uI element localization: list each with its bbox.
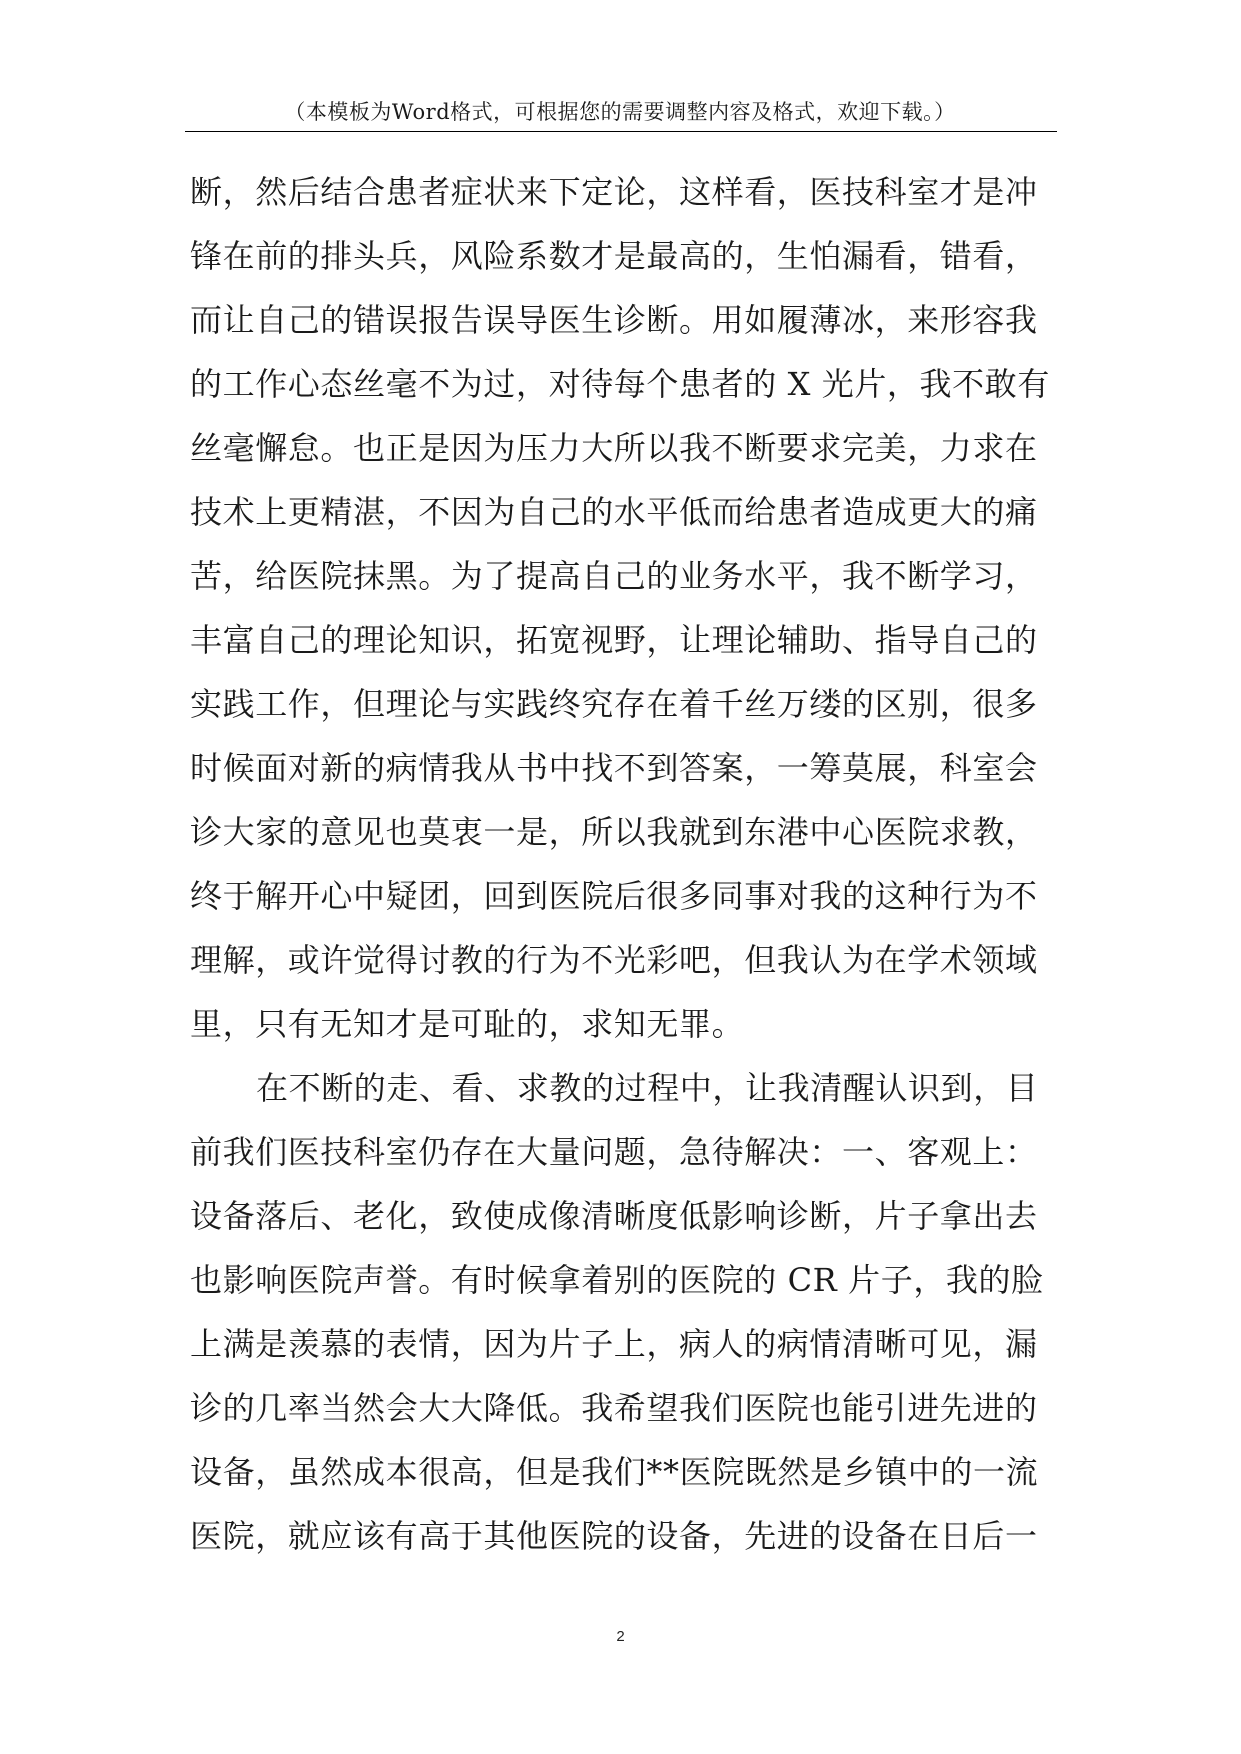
text-line: 前我们医技科室仍存在大量问题，急待解决：一、客观上： [190,1133,1038,1171]
template-notice-header: （本模板为Word格式，可根据您的需要调整内容及格式，欢迎下载。） [284,100,956,124]
text-line: 诊大家的意见也莫衷一是，所以我就到东港中心医院求教， [190,813,1038,851]
text-line: 锋在前的排头兵，风险系数才是最高的，生怕漏看，错看， [190,237,1038,275]
text-line: 上满是羡慕的表情，因为片子上，病人的病情清晰可见，漏 [190,1325,1038,1363]
text-line: 而让自己的错误报告误导医生诊断。用如履薄冰，来形容我 [190,301,1038,339]
text-line: 实践工作，但理论与实践终究存在着千丝万缕的区别，很多 [190,685,1038,723]
text-line: 的工作心态丝毫不为过，对待每个患者的 X 光片，我不敢有 [190,365,1050,403]
paragraph-first-line: 在不断的走、看、求教的过程中，让我清醒认识到，目 [256,1069,1039,1107]
text-line: 诊的几率当然会大大降低。我希望我们医院也能引进先进的 [190,1389,1038,1427]
text-line: 苦，给医院抹黑。为了提高自己的业务水平，我不断学习， [190,557,1038,595]
text-line: 医院，就应该有高于其他医院的设备，先进的设备在日后一 [190,1517,1038,1555]
document-body [190,160,1070,1568]
text-line: 丝毫懈怠。也正是因为压力大所以我不断要求完美，力求在 [190,429,1038,467]
text-line: 终于解开心中疑团，回到医院后很多同事对我的这种行为不 [190,877,1038,915]
page-number: 2 [616,1628,625,1645]
text-line: 丰富自己的理论知识，拓宽视野，让理论辅助、指导自己的 [190,621,1038,659]
text-line: 技术上更精湛，不因为自己的水平低而给患者造成更大的痛 [190,493,1038,531]
text-line: 也影响医院声誉。有时候拿着别的医院的 CR 片子，我的脸 [190,1261,1044,1299]
header-divider [185,131,1057,132]
text-line: 理解，或许觉得讨教的行为不光彩吧，但我认为在学术领域 [190,941,1038,979]
text-line: 设备落后、老化，致使成像清晰度低影响诊断，片子拿出去 [190,1197,1038,1235]
text-line: 里，只有无知才是可耻的，求知无罪。 [190,1005,745,1043]
text-line: 设备，虽然成本很高，但是我们**医院既然是乡镇中的一流 [190,1453,1039,1491]
text-line: 断，然后结合患者症状来下定论，这样看，医技科室才是冲 [190,173,1038,211]
text-line: 时候面对新的病情我从书中找不到答案，一筹莫展，科室会 [190,749,1038,787]
